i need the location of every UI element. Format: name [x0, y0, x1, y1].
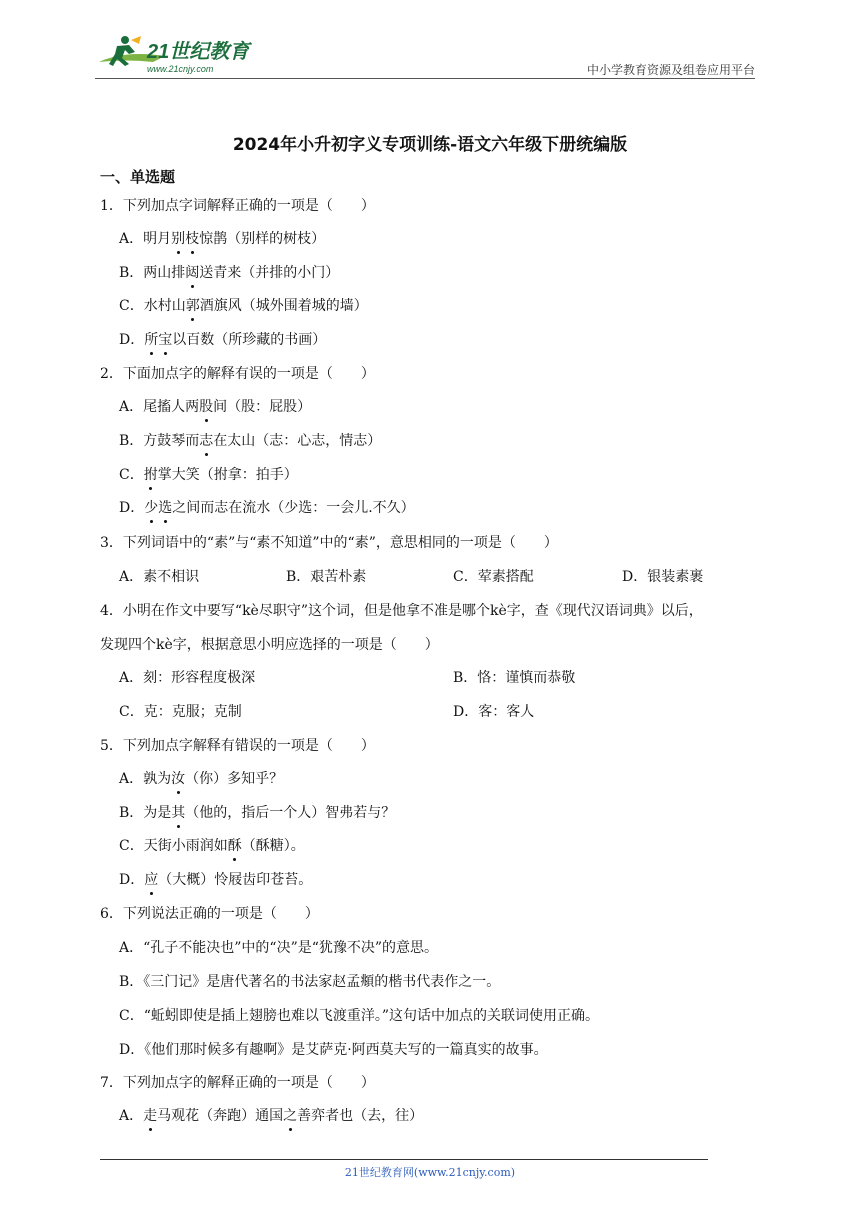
question-6-stem: 6．下列说法正确的一项是（ ）	[100, 906, 319, 922]
svg-text:21世纪教育: 21世纪教育	[147, 41, 250, 63]
question-5-option-c: C．天街小雨润如酥（酥糖）。	[119, 838, 305, 854]
question-2-option-c: C．拊掌大笑（拊拿：拍手）	[119, 467, 298, 483]
page-header	[95, 30, 755, 78]
question-6-option-d: D．《他们那时候多有趣啊》是艾萨克·阿西莫夫写的一篇真实的故事。	[119, 1042, 548, 1058]
question-7-option-a: A．走马观花（奔跑）通国之善弈者也（去，往）	[119, 1108, 424, 1124]
question-1-stem: 1．下列加点字词解释正确的一项是（ ）	[100, 198, 375, 214]
question-6-option-c: C．“蚯蚓即使是插上翅膀也难以飞渡重洋。”这句话中加点的关联词使用正确。	[119, 1008, 600, 1024]
question-2-stem: 2．下面加点字的解释有误的一项是（ ）	[100, 366, 375, 382]
question-5-stem: 5．下列加点字解释有错误的一项是（ ）	[100, 738, 375, 754]
question-5-option-d: D．应（大概）怜屐齿印苍苔。	[119, 872, 313, 888]
question-6-option-a: A．“孔子不能决也”中的“决”是“犹豫不决”的意思。	[119, 940, 439, 956]
question-3-option-d: D．银装素裹	[622, 569, 704, 585]
question-2-option-d: D．少选之间而志在流水（少选：一会儿.不久）	[119, 500, 415, 516]
question-3-stem: 3．下列词语中的“素”与“素不知道”中的“素”，意思相同的一项是（ ）	[100, 535, 558, 551]
footer-divider	[100, 1159, 708, 1160]
question-4-option-a: A．刻：形容程度极深	[119, 670, 256, 686]
question-3-option-b: B．艰苦朴素	[286, 569, 367, 585]
question-4-option-c: C．克：克服；克制	[119, 704, 242, 720]
question-3-option-c: C．荤素搭配	[453, 569, 534, 585]
question-1-option-a: A．明月别枝惊鹊（别样的树枝）	[119, 231, 326, 247]
question-1-option-d: D．所宝以百数（所珍藏的书画）	[119, 332, 327, 348]
question-2-option-a: A．尾搐人两股间（股：屁股）	[119, 399, 312, 415]
question-2-option-b: B．方鼓琴而志在太山（志：心志，情志）	[119, 433, 382, 449]
question-5-option-b: B．为是其（他的，指后一个人）智弗若与？	[119, 805, 396, 821]
question-1-option-b: B．两山排闼送青来（并排的小门）	[119, 265, 340, 281]
question-5-option-a: A．孰为汝（你）多知乎？	[119, 771, 284, 787]
question-3-option-a: A．素不相识	[119, 569, 200, 585]
header-platform-text: 中小学教育资源及组卷应用平台	[586, 63, 755, 77]
svg-text:www.21cnjy.com: www.21cnjy.com	[147, 64, 214, 74]
question-4-option-d: D．客：客人	[453, 704, 535, 720]
section-heading: 一、单选题	[100, 168, 176, 186]
question-6-option-b: B．《三门记》是唐代著名的书法家赵孟頫的楷书代表作之一。	[119, 974, 501, 990]
question-4-option-b: B．恪：谨慎而恭敬	[453, 670, 576, 686]
header-divider	[95, 78, 755, 79]
question-7-stem: 7．下列加点字的解释正确的一项是（ ）	[100, 1075, 375, 1091]
question-1-option-c: C．水村山郭酒旗风（城外围着城的墙）	[119, 298, 368, 314]
logo-21cnjy-icon	[95, 32, 265, 76]
question-4-stem-line2: 发现四个kè字，根据意思小明应选择的一项是（ ）	[100, 637, 439, 653]
footer-link[interactable]: 21世纪教育网(www.21cnjy.com)	[344, 1166, 516, 1179]
page-title: 2024年小升初字义专项训练-语文六年级下册统编版	[232, 135, 628, 155]
question-4-stem-line1: 4．小明在作文中要写“kè尽职守”这个词，但是他拿不准是哪个kè字，查《现代汉语词典》以后，	[100, 603, 703, 619]
